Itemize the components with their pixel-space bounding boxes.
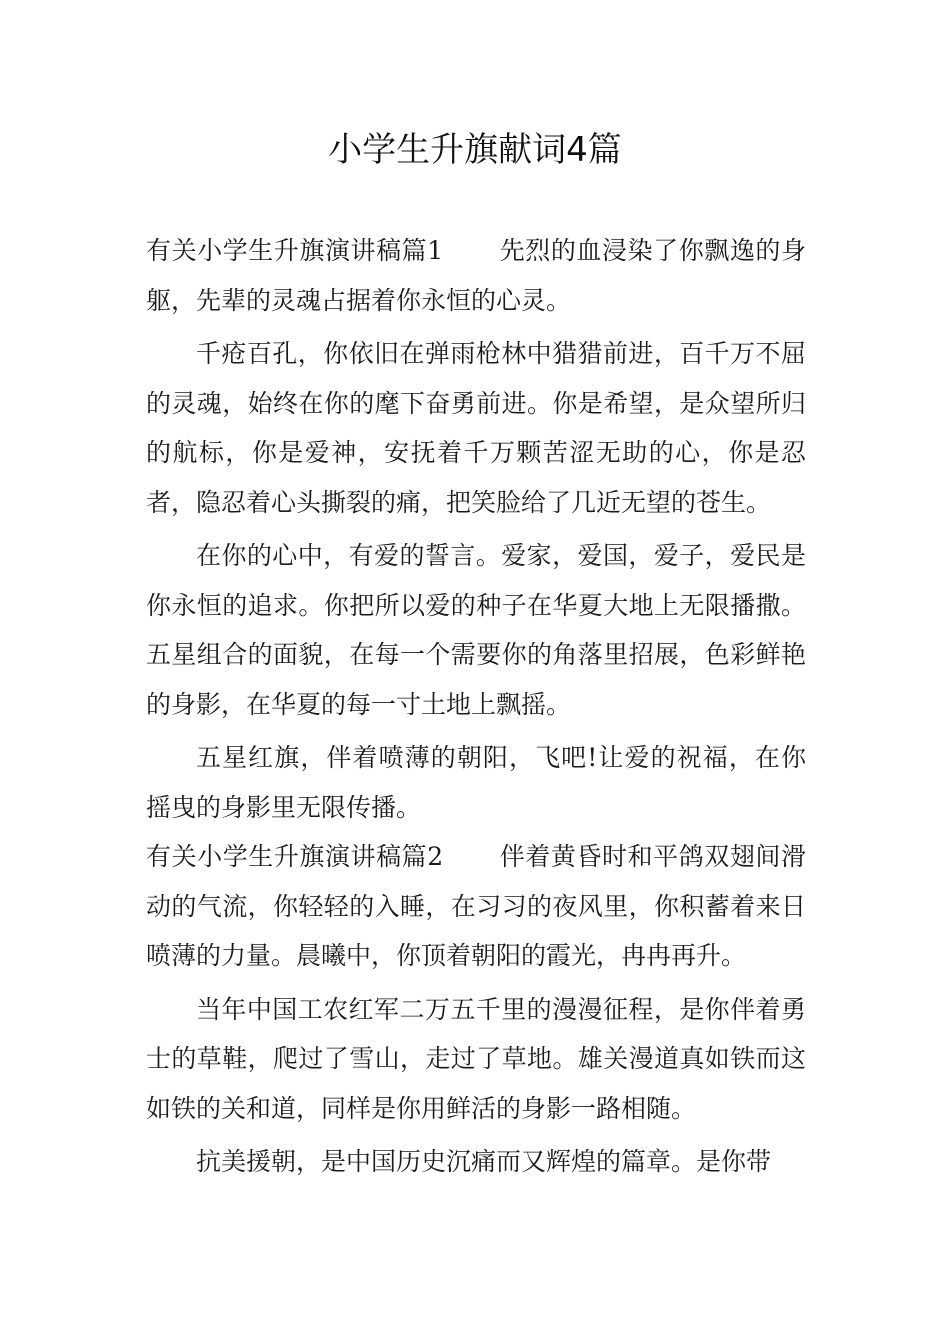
section-1-intro [146, 226, 806, 325]
document-body [146, 226, 806, 1187]
section-2-heading: 有关小学生升旗演讲稿篇2 [146, 842, 444, 871]
section-1-lead: 先烈的血浸染了你飘逸的身躯，先辈的灵魂占据着你永恒的心灵。 [146, 236, 806, 315]
section-1-paragraph: 千疮百孔，你依旧在弹雨枪林中猎猎前进，百千万不屈的灵魂，始终在你的麾下奋勇前进。你是希望，是众望所归的航标，你是爱神，安抚着千万颗苦涩无助的心，你是忍者，隐忍着心头撕裂的痛，把笑脸给了几近无望的苍生。 [146, 339, 806, 517]
section-2-paragraph: 抗美援朝，是中国历史沉痛而又辉煌的篇章。是你带 [196, 1147, 772, 1176]
section-1-heading: 有关小学生升旗演讲稿篇1 [146, 236, 444, 265]
document-title: 小学生升旗献词4篇 [328, 130, 622, 170]
section-2-paragraph: 当年中国工农红军二万五千里的漫漫征程，是你伴着勇士的草鞋，爬过了雪山，走过了草地。雄关漫道真如铁而这如铁的关和道，同样是你用鲜活的身影一路相随。 [146, 994, 806, 1123]
section-1-paragraph: 在你的心中，有爱的誓言。爱家，爱国，爱子，爱民是你永恒的追求。你把所以爱的种子在华夏大地上无限播撒。五星组合的面貌，在每一个需要你的角落里招展，色彩鲜艳的身影，在华夏的每一寸土地上飘摇。 [146, 541, 806, 719]
section-2-intro [146, 832, 806, 981]
section-2-lead: 伴着黄昏时和平鸽双翅间滑动的气流，你轻轻的入睡，在习习的夜风里，你积蓄着来日喷薄的力量。晨曦中，你顶着朝阳的霞光，冉冉再升。 [146, 842, 806, 970]
section-1-paragraph: 五星红旗，伴着喷薄的朝阳，飞吧!让爱的祝福，在你摇曳的身影里无限传播。 [146, 743, 806, 822]
